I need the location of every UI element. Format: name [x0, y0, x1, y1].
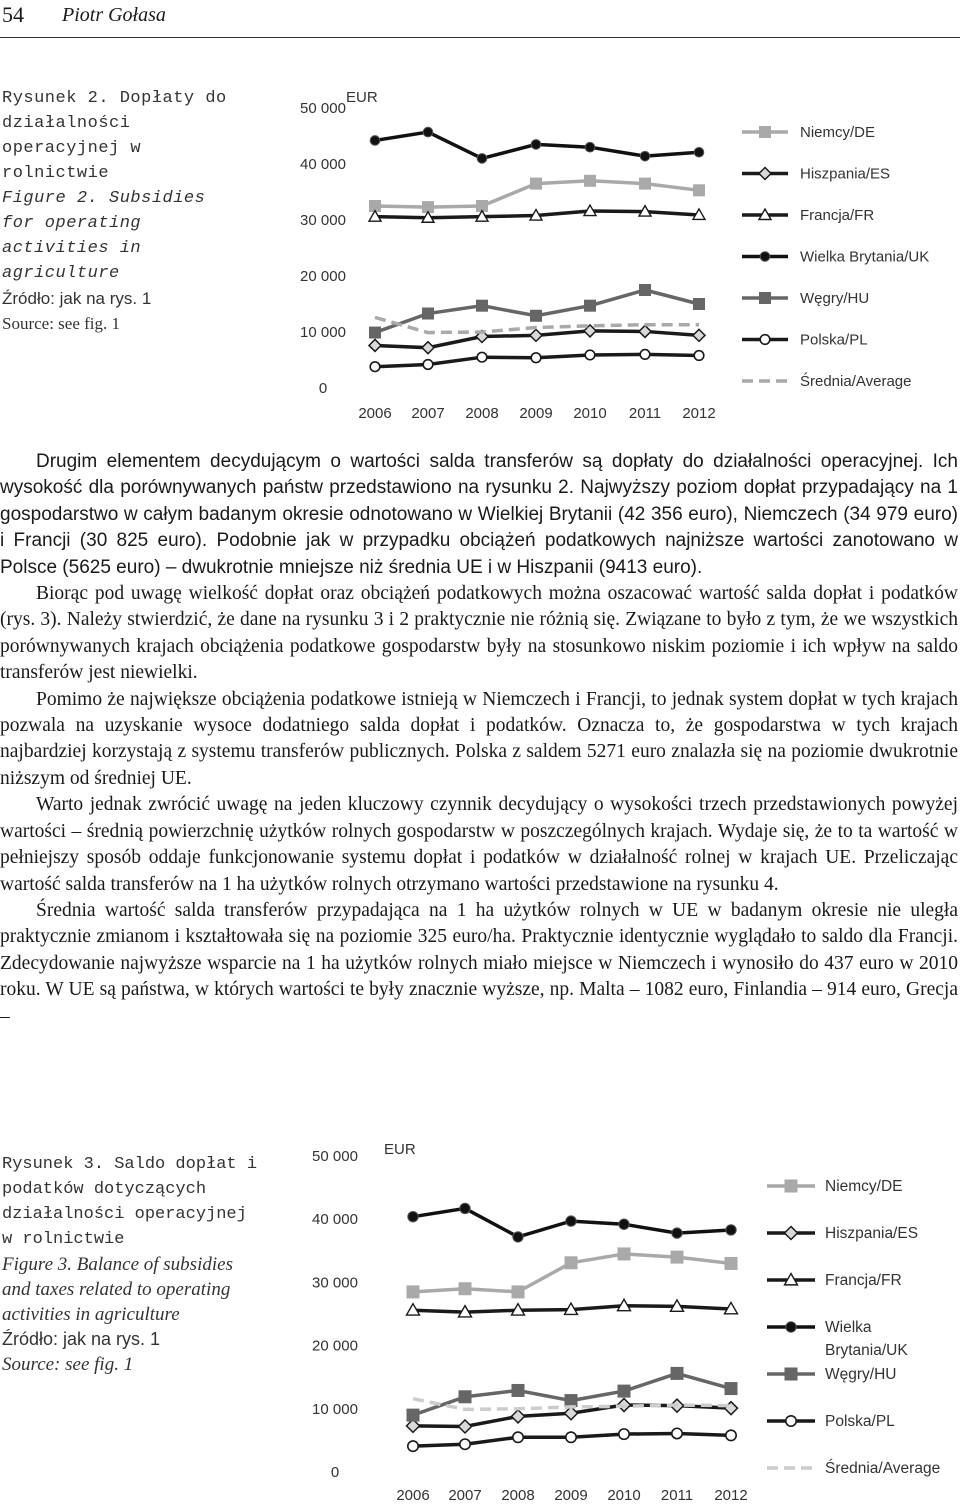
data-point [408, 1211, 418, 1221]
x-tick-label: 2007 [411, 405, 445, 422]
figure3-chart [295, 1132, 960, 1506]
x-tick-label: 2007 [448, 1487, 482, 1504]
data-point [531, 140, 541, 150]
data-point [725, 1402, 738, 1415]
figure3-caption [2, 1152, 264, 1377]
legend-label: Francja/FR [800, 207, 875, 224]
figure3-source-pl: Źródło: jak na rys. 1 [2, 1329, 161, 1349]
legend-label: Polska/PL [800, 331, 868, 349]
legend-marker [785, 1227, 798, 1240]
legend-marker [759, 168, 771, 180]
data-point [619, 1219, 629, 1229]
data-point [369, 339, 381, 351]
figure3-caption-pl: Rysunek 3. Saldo dopłat i podatków dotyczących działalności operacyjnej w rolnictwie [2, 1155, 258, 1249]
y-tick-label: 20 000 [300, 268, 346, 285]
data-point [477, 154, 487, 164]
y-tick-label: 0 [318, 380, 328, 397]
data-point [725, 1257, 738, 1270]
legend-label: Średnia/Average [825, 1460, 941, 1477]
legend-marker [785, 1180, 798, 1193]
y-tick-label: 30 000 [300, 212, 346, 229]
running-author: Piotr Gołasa [62, 4, 166, 26]
x-tick-label: 2009 [519, 405, 553, 422]
data-point [459, 1420, 472, 1433]
data-point [530, 310, 542, 322]
y-tick-label: 10 000 [312, 1400, 358, 1418]
data-point [565, 1256, 578, 1269]
page-header [0, 0, 960, 38]
data-point [725, 1382, 738, 1395]
data-point [407, 1409, 420, 1422]
data-point [370, 362, 380, 372]
legend-label: Polska/PL [825, 1413, 895, 1430]
legend-marker [786, 1322, 796, 1332]
data-point [512, 1410, 525, 1423]
y-tick-label: 40 000 [312, 1211, 358, 1229]
data-point [369, 327, 381, 339]
x-tick-label: 2008 [501, 1487, 535, 1504]
paragraph-1: Drugim elementem decydującym o wartości salda transferów są dopłaty do działalności operacyjnej. Ich wysokość dla porównywanych państw przedstawiono na rysunku 2. Najwyższy poziom dopłat przypadający na 1 gospodarstwo w całym badanym okresie odnotowano w Wielkiej Brytanii (42 356 euro), Niemczech (34 979 euro) i Francji (30 825 euro). Podobnie jak w przypadku obciążeń podatkowych najniższe wartości zanotowano w Polsce (5625 euro) – dwukrotnie mniejsze niż średnia UE i w Hiszpanii (9413 euro). [0, 451, 958, 578]
data-point [693, 329, 705, 341]
legend-marker [785, 1368, 798, 1381]
data-point [693, 184, 705, 196]
data-point [584, 175, 596, 187]
legend-label: Wielka Brytania/UK [800, 248, 930, 266]
y-tick-label: 30 000 [312, 1274, 358, 1292]
data-point [370, 136, 380, 146]
data-point [422, 342, 434, 354]
data-point [476, 300, 488, 312]
paragraph-5: Średnia wartość salda transferów przypadająca na 1 ha użytków rolnych w UE w badanym okresie nie uległa praktycznie zmianom i kształtowała się na poziomie 325 euro/ha. Praktycznie identycznie wyglądało to saldo dla Francji. Zdecydowanie najwyższe wsparcie na 1 ha użytków rolnych miało miejsce w Niemczech i wynosiło do 437 euro w 2010 roku. W UE są państwa, w których wartości te były znacznie wyższe, np. Malta – 1082 euro, Finlandia – 914 euro, Grecja – [0, 899, 958, 1027]
data-point [584, 300, 596, 312]
legend-marker [760, 252, 770, 262]
data-point [585, 142, 595, 152]
x-tick-label: 2010 [573, 405, 607, 422]
legend-label: Niemcy/DE [800, 124, 876, 141]
data-point [512, 1384, 525, 1397]
y-unit-label: EUR [384, 1141, 416, 1158]
data-point [513, 1432, 523, 1442]
paragraph-4: Warto jednak zwrócić uwagę na jeden kluczowy czynnik decydujący o wysokości trzech przedstawionych powyżej wartości – średnią powierzchnię użytków rolnych gospodarstw w poszczególnych krajach. Wydaje się, że to ta wartość w pełniejszy sposób oddaje funkcjonowanie systemu dopłat i podatków w działalność rolnej w krajach UE. Przeliczając wartość salda transferów na 1 ha użytków rolnych otrzymano wartości przedstawione na rysunku 4. [0, 794, 958, 895]
data-point [585, 350, 595, 360]
legend-label: Wielka [825, 1319, 872, 1336]
data-point [618, 1385, 631, 1398]
data-point [477, 352, 487, 362]
data-point [530, 329, 542, 341]
data-point [640, 151, 650, 161]
data-point [639, 325, 651, 337]
header-rule [0, 37, 960, 38]
x-tick-label: 2011 [660, 1487, 694, 1504]
data-point [726, 1225, 736, 1235]
legend-label: Niemcy/DE [825, 1178, 903, 1195]
x-tick-label: 2009 [554, 1487, 588, 1504]
legend-label: Hiszpania/ES [800, 165, 891, 183]
y-tick-label: 10 000 [300, 324, 346, 341]
y-tick-label: 40 000 [300, 156, 346, 173]
data-point [672, 1228, 682, 1238]
data-point [639, 284, 651, 296]
y-tick-label: 50 000 [300, 100, 346, 117]
data-point [619, 1429, 629, 1439]
x-tick-label: 2006 [358, 405, 392, 422]
legend-marker [786, 1416, 796, 1426]
legend-label: Średnia/Average [800, 373, 912, 390]
figure2-chart [250, 82, 958, 432]
data-point [694, 147, 704, 157]
x-tick-label: 2012 [714, 1487, 748, 1504]
figure2-caption-pl: Rysunek 2. Dopłaty do działalności operacyjnej w rolnictwie [2, 89, 227, 183]
figure3-source-en: Source: see fig. 1 [2, 1354, 134, 1375]
data-point [423, 360, 433, 370]
data-point [639, 178, 651, 190]
legend-label: Francja/FR [825, 1272, 902, 1289]
x-tick-label: 2012 [682, 405, 716, 422]
legend-marker [760, 335, 770, 345]
data-point [531, 353, 541, 363]
data-point [460, 1439, 470, 1449]
x-tick-label: 2008 [465, 405, 499, 422]
data-point [694, 351, 704, 361]
data-point [459, 1282, 472, 1295]
legend-label: Węgry/HU [800, 290, 870, 307]
page-number: 54 [2, 2, 24, 27]
legend-label: Brytania/UK [825, 1342, 908, 1359]
data-point [512, 1285, 525, 1298]
y-unit-label: EUR [346, 89, 378, 106]
data-point [566, 1216, 576, 1226]
data-point [408, 1441, 418, 1451]
legend-label: Węgry/HU [825, 1366, 897, 1383]
data-point [530, 178, 542, 190]
figure2-caption [2, 86, 247, 336]
x-tick-label: 2011 [628, 405, 662, 422]
y-tick-label: 0 [330, 1464, 340, 1481]
paragraph-2: Biorąc pod uwagę wielkość dopłat oraz obciążeń podatkowych można oszacować wartość salda dopłat i podatków (rys. 3). Należy stwierdzić, że dane na rysunku 3 i 2 praktycznie nie różnią się. Związane to było z tym, że we wszystkich porównywanych krajach obciążenia podatkowe gospodarstw były na stosunkowo niskim poziomie i ich wpływ na saldo transferów jest niewielki. [0, 583, 958, 684]
data-point [423, 127, 433, 137]
data-point [618, 1247, 631, 1260]
data-point [422, 308, 434, 320]
y-tick-label: 50 000 [312, 1148, 358, 1165]
data-point [513, 1232, 523, 1242]
x-tick-label: 2006 [396, 1487, 430, 1504]
data-point [566, 1432, 576, 1442]
body-text [0, 449, 958, 1030]
figure2-caption-en: Figure 2. Subsidies for operating activities in agriculture [2, 189, 206, 283]
data-point [407, 1285, 420, 1298]
data-point [459, 1390, 472, 1403]
data-point [640, 350, 650, 360]
legend-marker [759, 126, 771, 138]
x-tick-label: 2010 [607, 1487, 641, 1504]
figure2-source-en: Source: see fig. 1 [2, 314, 121, 333]
data-point [671, 1251, 684, 1264]
figure3-caption-en: Figure 3. Balance of subsidies and taxes related to operating activities in agriculture [2, 1254, 233, 1325]
paragraph-3: Pomimo że największe obciążenia podatkowe istnieją w Niemczech i Francji, to jednak system dopłat w tych krajach pozwala na uzyskanie wysoce dodatniego salda dopłat i podatków. Oznacza to, że gospodarstwa w tych krajach najbardziej korzystają z systemu transferów publicznych. Polska z saldem 5271 euro znalazła się na poziomie dwukrotnie niższym od średniej UE. [0, 688, 958, 789]
y-tick-label: 20 000 [312, 1337, 358, 1355]
legend-marker [759, 292, 771, 304]
data-point [671, 1367, 684, 1380]
figure2-source-pl: Źródło: jak na rys. 1 [2, 289, 152, 308]
data-point [672, 1428, 682, 1438]
data-point [693, 298, 705, 310]
data-point [460, 1203, 470, 1213]
data-point [726, 1430, 736, 1440]
legend-label: Hiszpania/ES [825, 1225, 919, 1242]
